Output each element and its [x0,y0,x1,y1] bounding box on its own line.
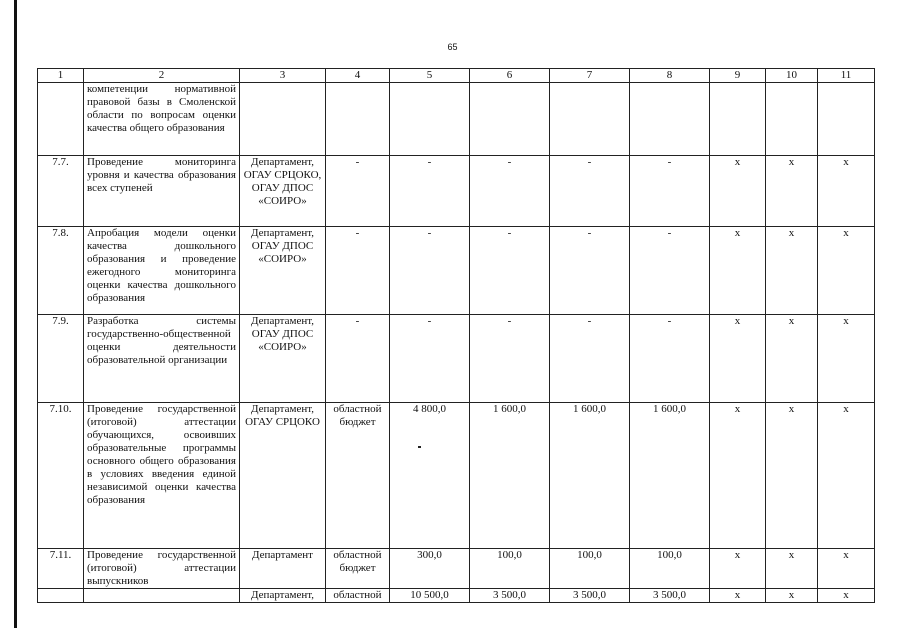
cell-value: х [818,315,875,403]
cell-value: 3 500,0 [470,589,550,603]
cell-value [710,83,766,156]
activity-description: Разработка системы государственно-общественной оценки деятельности образовательной организации [84,315,240,403]
cell-value [630,83,710,156]
cell-value: х [766,315,818,403]
cell-value: 10 500,0 [390,589,470,603]
cell-value: х [766,156,818,227]
funding-source [326,83,390,156]
table-row [38,83,875,156]
executor: Департамент, ОГАУ ДПОС «СОИРО» [240,315,326,403]
cell-value: 1 600,0 [630,403,710,549]
cell-value [550,83,630,156]
executor [240,83,326,156]
cell-value: 100,0 [550,549,630,589]
col-header: 8 [630,69,710,83]
cell-value: х [766,549,818,589]
table-row [38,549,875,589]
col-header: 2 [84,69,240,83]
cell-value: - [630,315,710,403]
activity-description: Проведение государственной (итоговой) аттестации выпускников [84,549,240,589]
cell-value [390,83,470,156]
cell-value: х [710,403,766,549]
column-number-row [38,69,875,83]
cell-value: 100,0 [470,549,550,589]
cell-value: х [710,315,766,403]
cell-value: - [550,156,630,227]
table-row [38,403,875,549]
activity-description: Апробация модели оценки качества дошкольного образования и проведение ежегодного мониторинга оценки качества дошкольного образования [84,227,240,315]
funding-source: - [326,315,390,403]
item-number [38,589,84,603]
cell-value: - [390,227,470,315]
cell-value: - [550,315,630,403]
executor: Департамент [240,549,326,589]
col-header: 11 [818,69,875,83]
item-number: 7.10. [38,403,84,549]
cell-value: 1 600,0 [550,403,630,549]
cell-value: 3 500,0 [550,589,630,603]
funding-source: - [326,227,390,315]
cell-value: х [766,403,818,549]
item-number: 7.7. [38,156,84,227]
item-number: 7.8. [38,227,84,315]
table-row [38,589,875,603]
cell-value: - [630,227,710,315]
cell-value: х [818,549,875,589]
cell-value: - [470,156,550,227]
col-header: 5 [390,69,470,83]
cell-value: - [390,156,470,227]
col-header: 4 [326,69,390,83]
col-header: 3 [240,69,326,83]
cell-value: 300,0 [390,549,470,589]
cell-value: - [630,156,710,227]
cell-value: х [818,403,875,549]
cell-value: х [710,549,766,589]
table-row [38,227,875,315]
cell-value [818,83,875,156]
cell-value: 4 800,0 [390,403,470,549]
cell-value: х [766,227,818,315]
cell-value: х [710,156,766,227]
item-number [38,83,84,156]
table-row [38,315,875,403]
activity-description: компетенции нормативной правовой базы в Смоленской области по вопросам оценки качества общего образования [84,83,240,156]
executor: Департамент, [240,589,326,603]
page-number: 65 [447,42,458,52]
cell-value: х [766,589,818,603]
funding-source: областной бюджет [326,403,390,549]
item-number: 7.9. [38,315,84,403]
col-header: 6 [470,69,550,83]
cell-value: х [818,227,875,315]
activity-plan-table [37,68,875,603]
item-number: 7.11. [38,549,84,589]
table-row [38,156,875,227]
executor: Департамент, ОГАУ СРЦОКО [240,403,326,549]
funding-source: областной бюджет [326,549,390,589]
col-header: 9 [710,69,766,83]
cell-value: х [710,227,766,315]
cell-value: х [818,156,875,227]
funding-source: областной [326,589,390,603]
executor: Департамент, ОГАУ СРЦОКО, ОГАУ ДПОС «СОИРО» [240,156,326,227]
activity-description: Проведение мониторинга уровня и качества образования всех ступеней [84,156,240,227]
cell-value: 1 600,0 [470,403,550,549]
cell-value: 100,0 [630,549,710,589]
funding-source: - [326,156,390,227]
activity-description [84,589,240,603]
executor: Департамент, ОГАУ ДПОС «СОИРО» [240,227,326,315]
cell-value: - [470,315,550,403]
scan-speck [418,446,421,448]
cell-value: х [818,589,875,603]
cell-value: х [710,589,766,603]
cell-value: 3 500,0 [630,589,710,603]
binder-edge-line [14,0,17,628]
cell-value [766,83,818,156]
activity-description: Проведение государственной (итоговой) аттестации обучающихся, освоивших образовательные программы основного общего образования в условиях введения единой независимой оценки качества образования [84,403,240,549]
cell-value: - [550,227,630,315]
cell-value [470,83,550,156]
col-header: 7 [550,69,630,83]
cell-value: - [390,315,470,403]
col-header: 10 [766,69,818,83]
cell-value: - [470,227,550,315]
col-header: 1 [38,69,84,83]
